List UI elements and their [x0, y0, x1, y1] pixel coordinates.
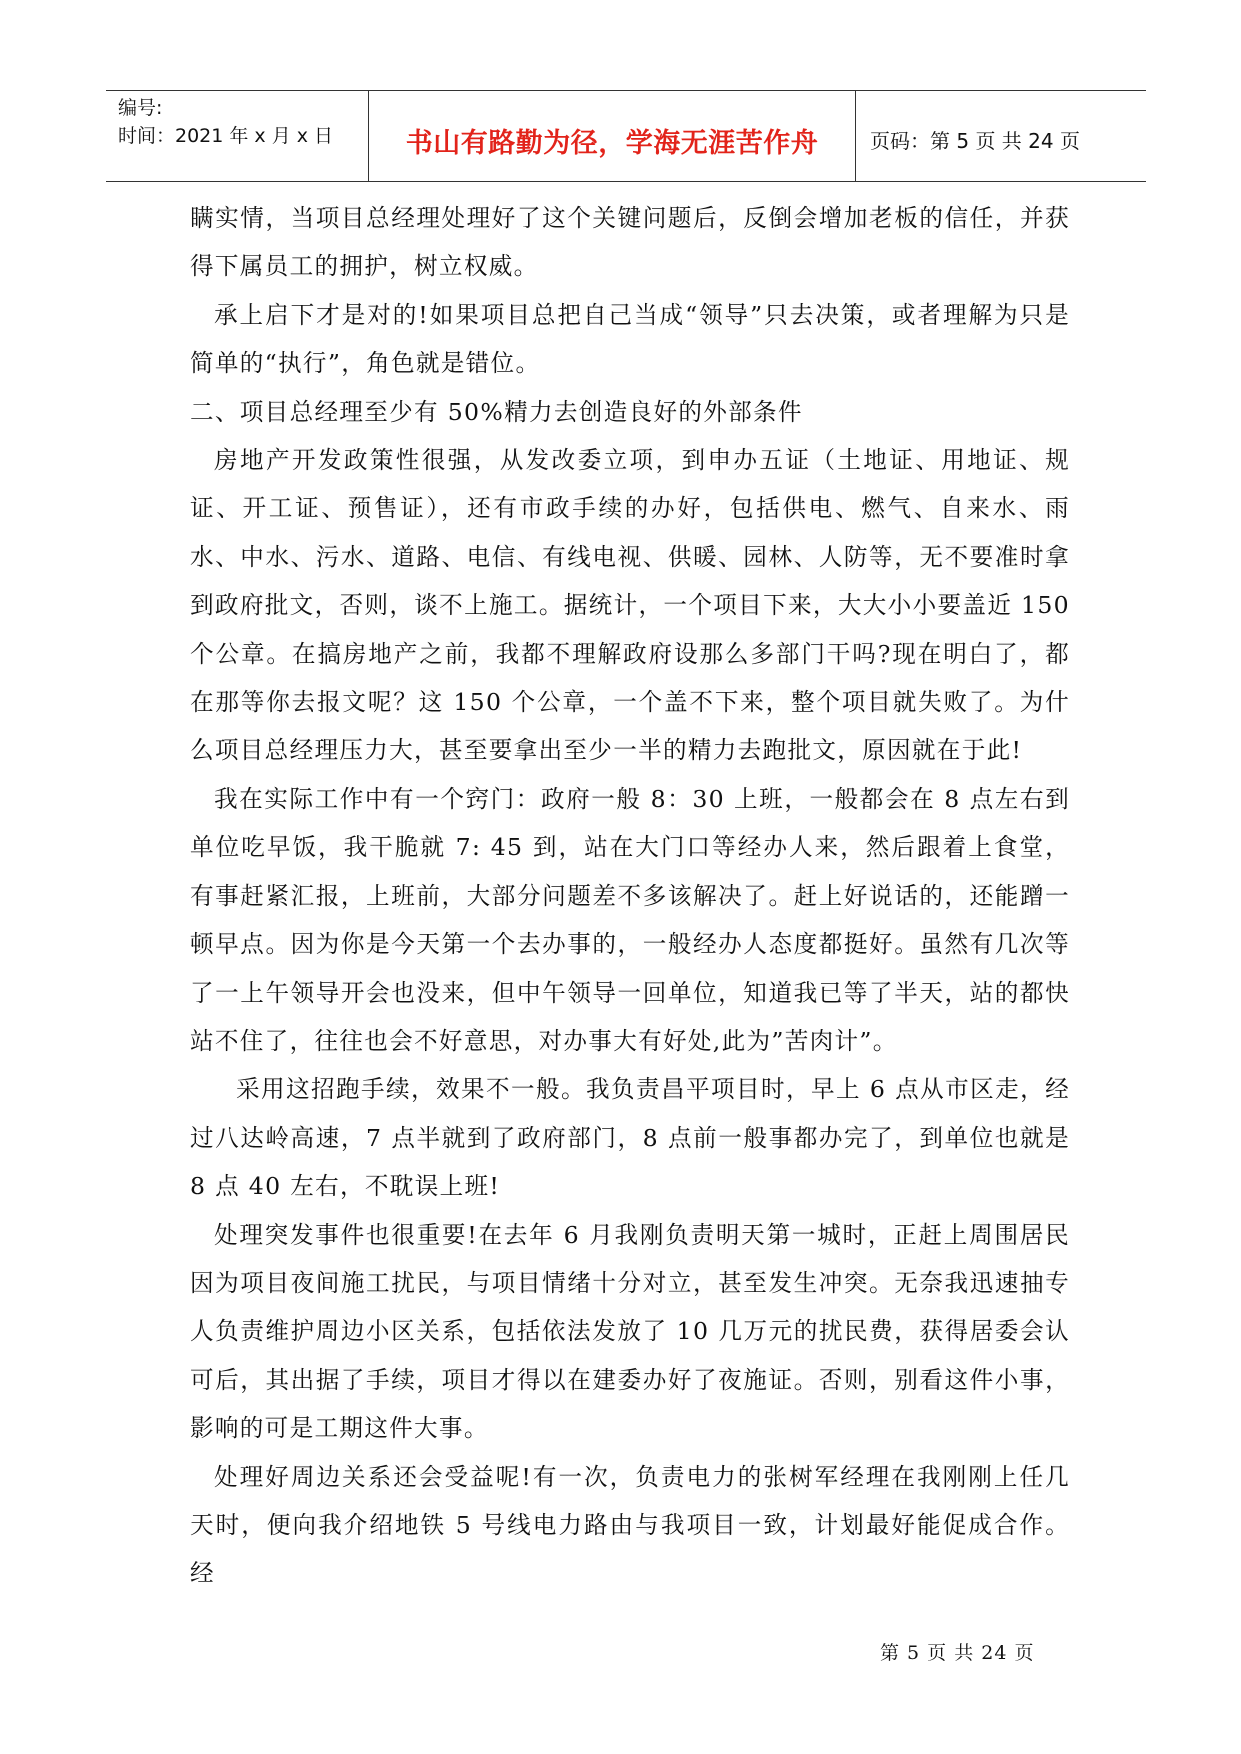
header-page-number: 页码：第 5 页 共 24 页 [870, 129, 1080, 153]
paragraph-2: 承上启下才是对的!如果项目总把自己当成“领导”只去决策，或者理解为只是简单的“执行”，角色就是错位。 [190, 300, 1070, 378]
paragraph-1: 瞒实情，当项目总经理处理好了这个关键问题后，反倒会增加老板的信任，并获得下属员工的拥护，树立权威。 [190, 204, 1070, 281]
page-footer: 第 5 页 共 24 页 [880, 1642, 1035, 1664]
document-time-label: 时间：2021 年 x 月 x 日 [118, 125, 334, 147]
document-number-label: 编号: [118, 97, 163, 119]
section-heading: 二、项目总经理至少有 50%精力去创造良好的外部条件 [190, 397, 803, 426]
paragraph-7: 处理好周边关系还会受益呢!有一次，负责电力的张树军经理在我刚刚上任几天时，便向我介绍地铁 5 号线电力路由与我项目一致，计划最好能促成合作。经 [190, 1462, 1070, 1588]
paragraph-6: 处理突发事件也很重要!在去年 6 月我刚负责明天第一城时，正赶上周围居民因为项目夜间施工扰民，与项目情绪十分对立，甚至发生冲突。无奈我迅速抽专人负责维护周边小区关系，包括依法发放了 10 几万元的扰民费，获得居委会认可后，其出据了手续，项目才得以在建委办好了夜施证。否则，别看这件小事，影响的可是工期这件大事。 [190, 1220, 1070, 1443]
paragraph-4: 我在实际工作中有一个窍门：政府一般 8：30 上班，一般都会在 8 点左右到单位吃早饭，我干脆就 7: 45 到，站在大门口等经办人来，然后跟着上食堂，有事赶紧汇报，上班前，大部分问题差不多该解决了。赶上好说话的，还能蹭一顿早点。因为你是今天第一个去办事的，一般经办人态度都挺好。虽然有几次等了一上午领导开会也没来，但中午领导一回单位，知道我已等了半天，站的都快站不住了，往往也会不好意思，对办事大有好处,此为”苦肉计”。 [190, 784, 1070, 1055]
header-info-cell [106, 91, 368, 181]
header-motto-cell [368, 91, 856, 181]
paragraph-3: 房地产开发政策性很强，从发改委立项，到申办五证（土地证、用地证、规证、开工证、预售证），还有市政手续的办好，包括供电、燃气、自来水、雨水、中水、污水、道路、电信、有线电视、供暖、园林、人防等，无不要准时拿到政府批文，否则，谈不上施工。据统计，一个项目下来，大大小小要盖近 150 个公章。在搞房地产之前，我都不理解政府设那么多部门干吗?现在明白了，都在那等你去报文呢？这 150 个公章，一个盖不下来，整个项目就失败了。为什么项目总经理压力大，甚至要拿出至少一半的精力去跑批文，原因就在于此! [190, 446, 1070, 765]
header-page-cell [856, 91, 1146, 181]
header-motto: 书山有路勤为径，学海无涯苦作舟 [405, 128, 819, 159]
paragraph-5: 采用这招跑手续，效果不一般。我负责昌平项目时，早上 6 点从市区走，经过八达岭高速，7 点半就到了政府部门，8 点前一般事都办完了，到单位也就是 8 点 40 左右，不耽误上班! [190, 1075, 1070, 1201]
document-body [190, 194, 1070, 1598]
document-header [106, 90, 1146, 182]
